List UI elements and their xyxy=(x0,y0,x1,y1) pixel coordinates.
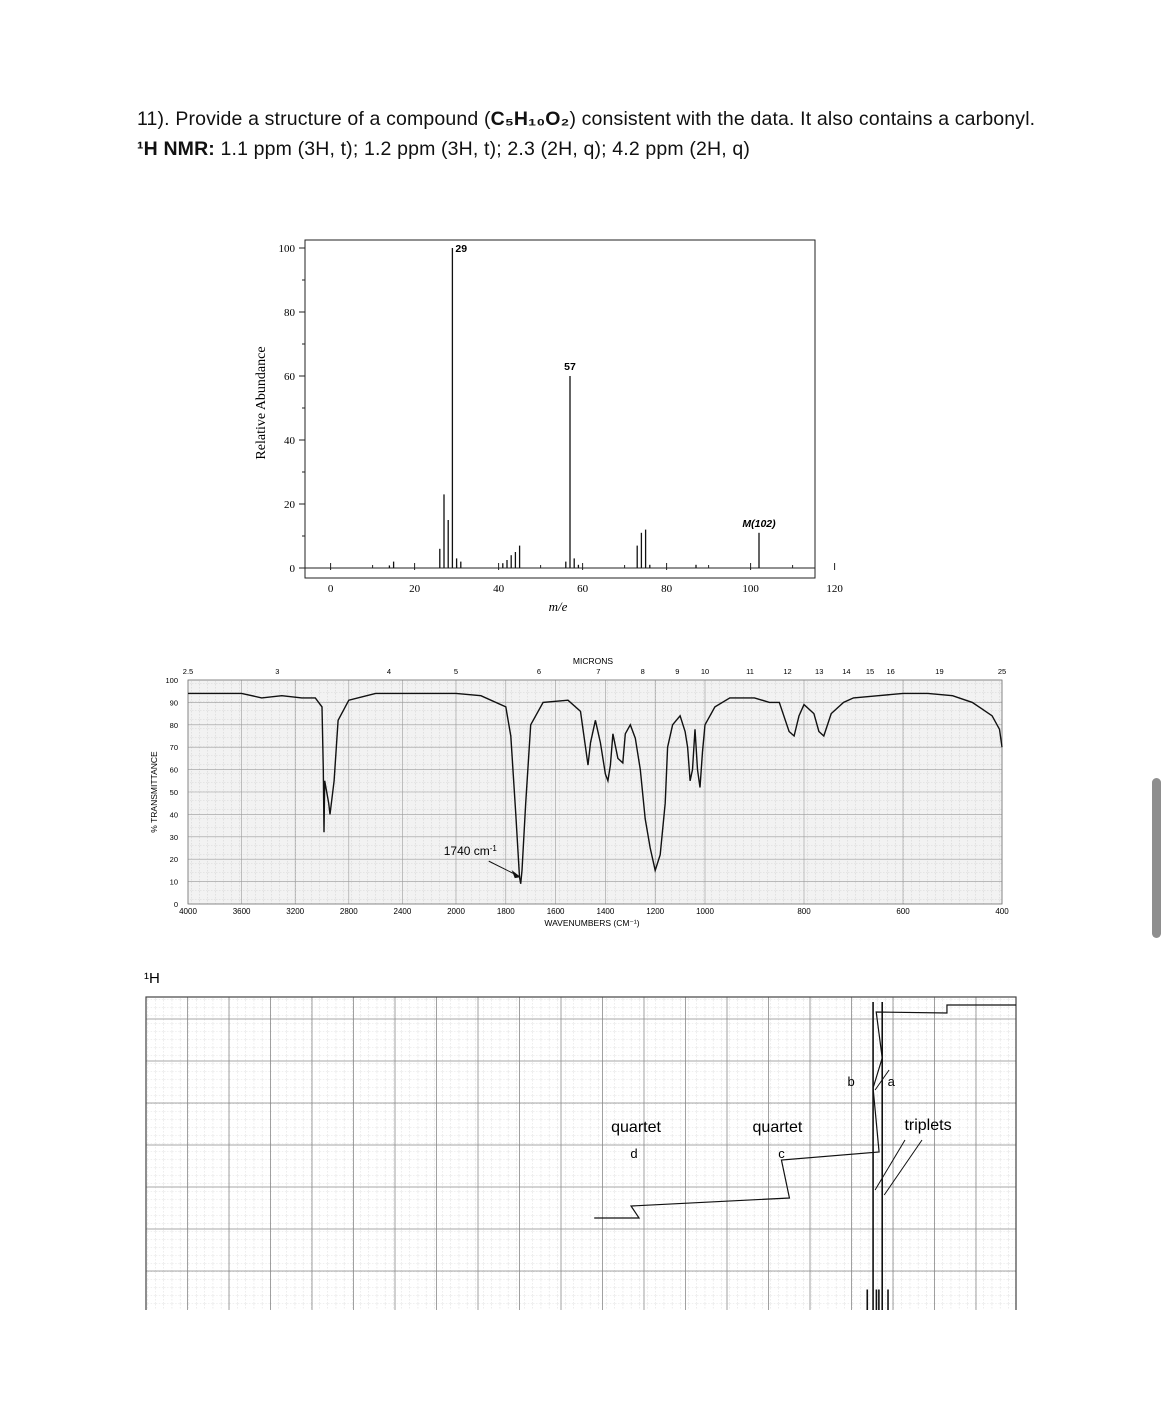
ir-x-tick-label: 4000 xyxy=(179,907,197,916)
ir-y-tick-label: 10 xyxy=(169,877,178,887)
ms-y-tick-label: 60 xyxy=(284,371,295,383)
ir-x-tick-label: 800 xyxy=(797,907,811,916)
ir-micron-tick-label: 16 xyxy=(886,667,895,676)
ir-x-tick-label: 3600 xyxy=(232,907,251,916)
ir-micron-tick-label: 2.5 xyxy=(182,667,194,676)
ms-peak-label: M(102) xyxy=(742,517,776,530)
ir-x-tick-label: 1400 xyxy=(596,907,615,916)
ir-y-tick-label: 100 xyxy=(165,676,178,685)
ir-micron-tick-label: 14 xyxy=(842,667,851,676)
nmr-peak-letter: a xyxy=(887,1074,895,1089)
ir-micron-tick-label: 4 xyxy=(386,667,392,676)
ms-peak-label: 29 xyxy=(455,243,468,255)
ir-micron-tick-label: 12 xyxy=(783,667,792,676)
ir-y-axis-label: % TRANSMITTANCE xyxy=(149,751,159,833)
ms-x-tick-label: 120 xyxy=(826,583,843,595)
ir-x-tick-label: 3200 xyxy=(286,907,305,916)
nmr-data: 1.1 ppm (3H, t); 1.2 ppm (3H, t); 2.3 (2H, q); 4.2 ppm (2H, q) xyxy=(220,138,751,160)
ir-micron-tick-label: 9 xyxy=(675,667,680,676)
ir-carbonyl-annotation: 1740 $cm^{-1}$ xyxy=(443,843,497,859)
ir-x-tick-label: 600 xyxy=(896,907,910,916)
nmr-label: ¹H NMR: xyxy=(137,138,215,160)
ms-y-tick-label: 100 xyxy=(278,243,295,255)
ir-micron-tick-label: 3 xyxy=(275,667,280,676)
ms-x-axis-label: m/e xyxy=(548,599,568,614)
ir-micron-tick-label: 5 xyxy=(453,667,459,676)
nmr-peak-letter: c xyxy=(778,1146,785,1161)
ir-x-tick-label: 2000 xyxy=(447,907,465,916)
ir-y-tick-label: 90 xyxy=(169,698,178,708)
ir-micron-tick-label: 11 xyxy=(746,667,754,676)
ir-annotation-superscript: -1 xyxy=(489,843,497,853)
ir-y-tick-label: 60 xyxy=(169,765,178,775)
ir-x-tick-label: 2800 xyxy=(339,907,358,916)
ms-peak-label: 57 xyxy=(564,361,576,373)
ir-y-tick-label: 40 xyxy=(169,810,178,820)
ir-x-tick-label: 1000 xyxy=(696,907,714,916)
ms-y-tick-label: 80 xyxy=(284,307,295,319)
nmr-multiplicity-label: quartet xyxy=(611,1119,661,1136)
nmr-title: ¹H xyxy=(144,970,160,987)
ir-y-tick-label: 30 xyxy=(169,832,178,842)
ir-y-tick-label: 80 xyxy=(169,720,178,730)
ir-x-tick-label: 400 xyxy=(995,907,1009,916)
ir-micron-tick-label: 8 xyxy=(640,667,645,676)
nmr-grid-minor xyxy=(146,997,1016,1310)
ir-micron-tick-label: 7 xyxy=(596,667,601,676)
question-prompt-start: Provide a structure of a compound ( xyxy=(175,108,491,130)
ms-y-tick-label: 20 xyxy=(284,499,295,511)
nmr-multiplicity-label: quartet xyxy=(752,1119,803,1136)
ir-micron-tick-label: 25 xyxy=(997,667,1007,676)
ir-x-tick-label: 2400 xyxy=(393,907,412,916)
ir-x-tick-label: 1600 xyxy=(546,907,565,916)
nmr-peak-letter: d xyxy=(630,1146,638,1161)
ms-x-tick-label: 80 xyxy=(661,583,673,595)
ir-micron-tick-label: 13 xyxy=(815,667,824,676)
ms-x-tick-label: 0 xyxy=(327,583,334,595)
ms-y-axis-label: Relative Abundance xyxy=(254,346,269,460)
ms-y-tick-label: 0 xyxy=(289,563,295,575)
ir-y-tick-label: 50 xyxy=(169,788,178,797)
page-scrollbar[interactable] xyxy=(1152,778,1161,938)
ir-micron-tick-label: 10 xyxy=(700,667,710,676)
question-prompt-end: ) consistent with the data. It also contains a carbonyl. xyxy=(569,108,1036,130)
ir-y-tick-label: 70 xyxy=(169,743,178,753)
ir-micron-tick-label: 19 xyxy=(935,667,944,676)
ir-y-tick-label: 0 xyxy=(173,900,178,909)
ir-x-tick-label: 1200 xyxy=(646,907,665,916)
nmr-peak-letter: b xyxy=(847,1074,855,1089)
ir-x-axis-label: WAVENUMBERS (CM⁻¹) xyxy=(544,918,640,928)
ir-micron-tick-label: 6 xyxy=(536,667,542,676)
ms-x-tick-label: 40 xyxy=(493,583,505,595)
ms-x-tick-label: 60 xyxy=(577,583,589,595)
ir-x-tick-label: 1800 xyxy=(496,907,515,916)
nmr-triplets-label: triplets xyxy=(904,1117,952,1134)
ir-y-tick-label: 20 xyxy=(169,855,178,865)
ms-x-tick-label: 100 xyxy=(742,583,759,595)
molecular-formula: C₅H₁₀O₂ xyxy=(490,108,570,130)
ms-x-tick-label: 20 xyxy=(409,583,421,595)
ir-top-axis-label: MICRONS xyxy=(572,656,614,666)
ir-micron-tick-label: 15 xyxy=(865,667,875,676)
ms-y-tick-label: 40 xyxy=(284,435,295,447)
question-number: 11). xyxy=(137,108,170,130)
